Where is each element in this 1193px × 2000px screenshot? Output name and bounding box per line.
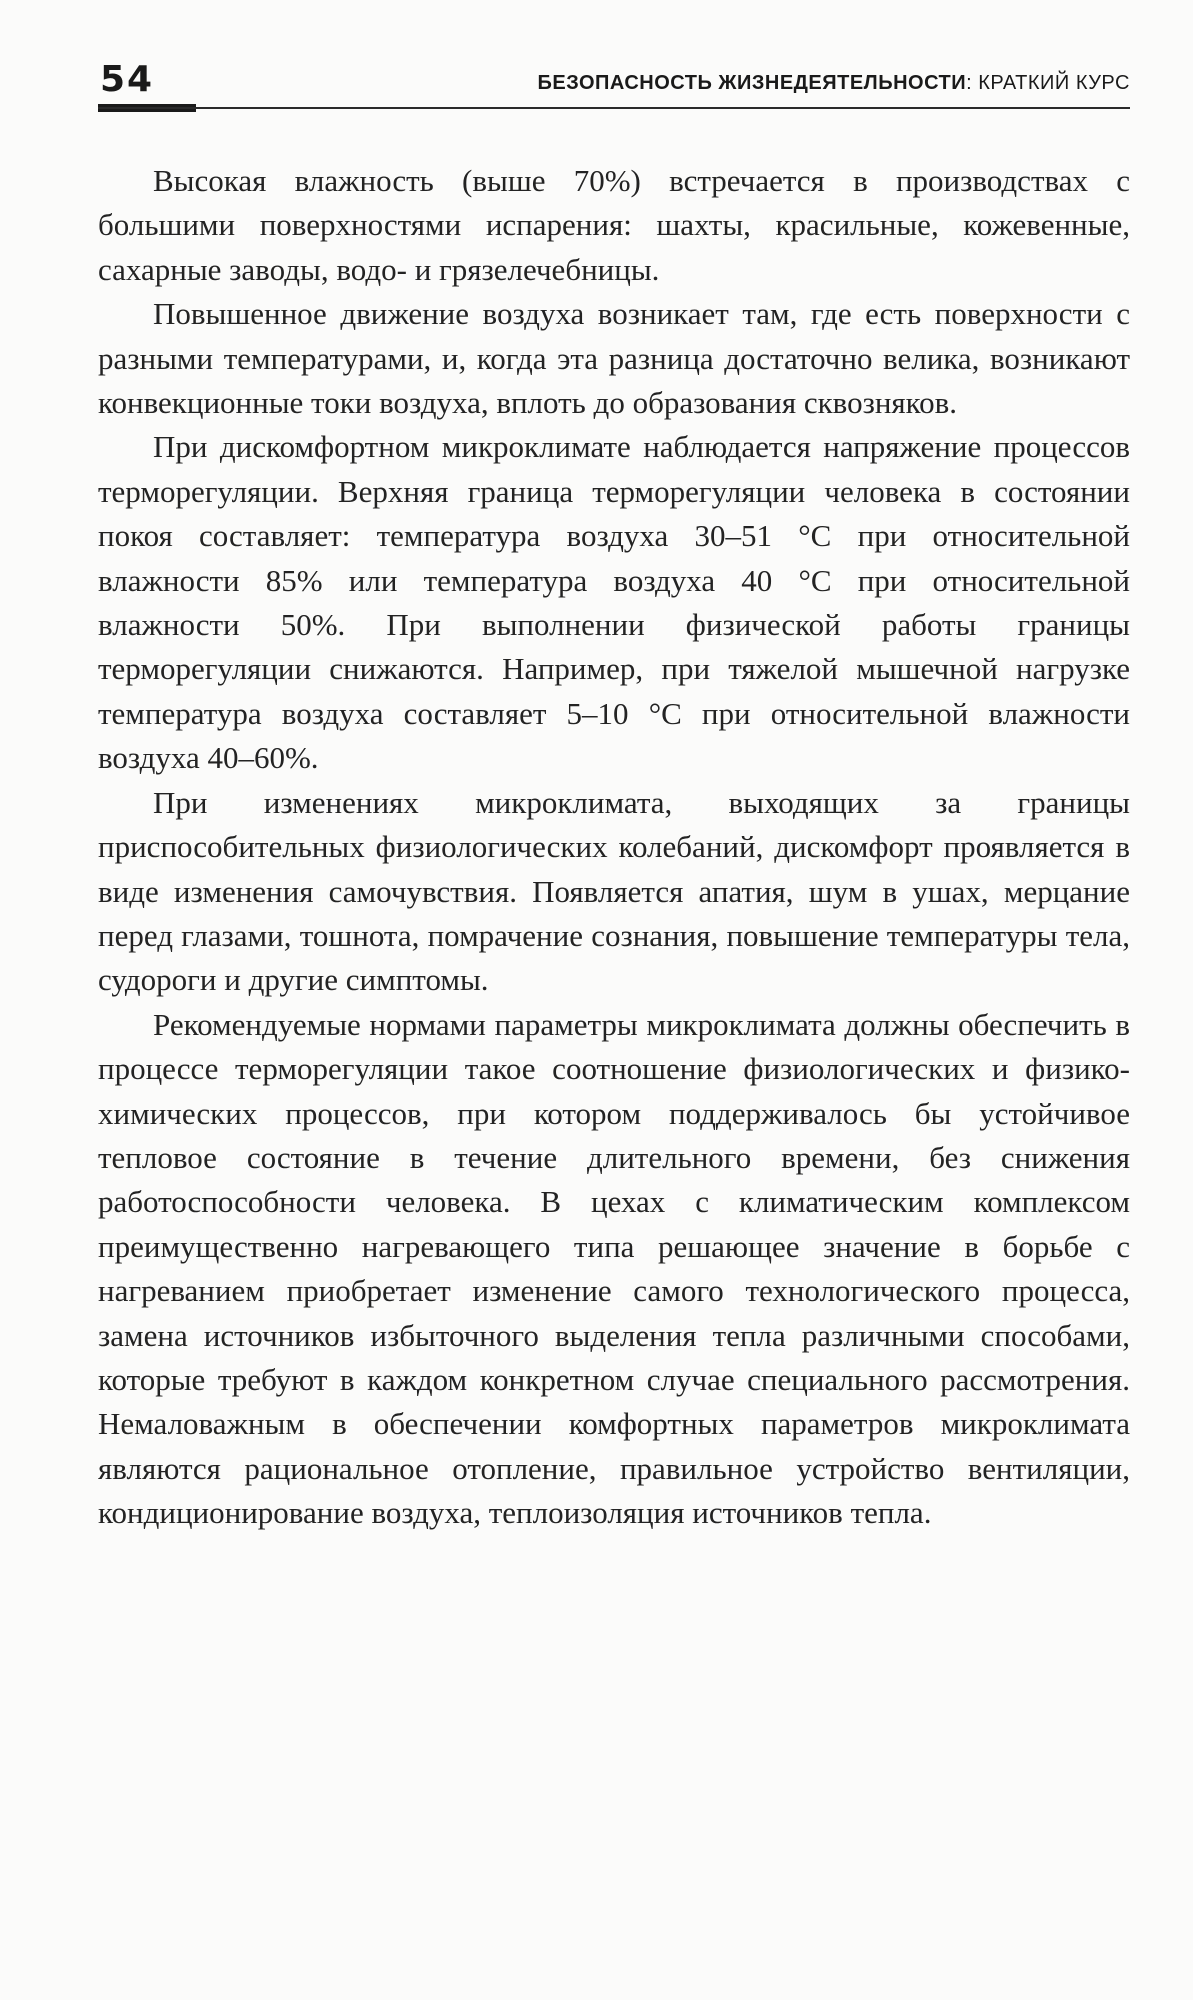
header-rule <box>98 107 1130 109</box>
running-title-separator: : <box>966 72 979 94</box>
paragraph-humidity: Высокая влажность (выше 70%) встречается в производствах с большими поверхностями испарения: шахты, красильные, кожевенные, сахарные заводы, водо- и грязелечебницы. <box>98 163 1130 287</box>
running-title-sub: КРАТКИЙ КУРС <box>978 72 1130 94</box>
paragraph-recommended-parameters: Рекомендуемые нормами параметры микроклимата должны обеспечить в процессе терморегуляции такое соотношение физиологических и физико-химических процессов, при котором поддерживалось бы устойчивое тепловое состояние в течение длительного времени, без снижения работоспособности человека. В цехах с климатическим комплексом преимущественно нагревающего типа решающее значение в борьбе с нагреванием приобретает изменение самого технологического процесса, замена источников избыточного выделения тепла различными способами, которые требуют в каждом конкретном случае специального рассмотрения. Немаловажным в обеспечении комфортных параметров микроклимата являются рациональное отопление, правильное устройство вентиляции, кондиционирование воздуха, теплоизоляция источников тепла. <box>98 1006 1130 1531</box>
running-title-main: БЕЗОПАСНОСТЬ ЖИЗНЕДЕЯТЕЛЬНОСТИ <box>537 72 967 94</box>
page-header <box>98 58 1130 120</box>
paragraph-air-movement: Повышенное движение воздуха возникает там, где есть поверхности с разными температурами, и, когда эта разница достаточно велика, возникают конвекционные токи воздуха, вплоть до образования сквозняков. <box>98 296 1130 421</box>
paragraph-thermoregulation: При дискомфортном микроклимате наблюдается напряжение процессов терморегуляции. Верхняя граница терморегуляции человека в состоянии покоя составляет: температура воздуха 30–51 °С при относительной влажности 85% или температура воздуха 40 °С при относительной влажности 50%. При выполнении физической работы границы терморегуляции снижаются. Например, при тяжелой мышечной нагрузке температура воздуха составляет 5–10 °С при относительной влажности воздуха 40–60%. <box>98 429 1130 776</box>
running-title <box>538 70 1131 96</box>
page-number: 54 <box>100 59 155 100</box>
body-text <box>98 159 1130 1536</box>
paragraph-discomfort: При изменениях микроклимата, выходящих за границы приспособительных физиологических колебаний, дискомфорт проявляется в виде изменения самочувствия. Появляется апатия, шум в ушах, мерцание перед глазами, тошнота, помрачение сознания, повышение температуры тела, судороги и другие симптомы. <box>98 784 1130 998</box>
